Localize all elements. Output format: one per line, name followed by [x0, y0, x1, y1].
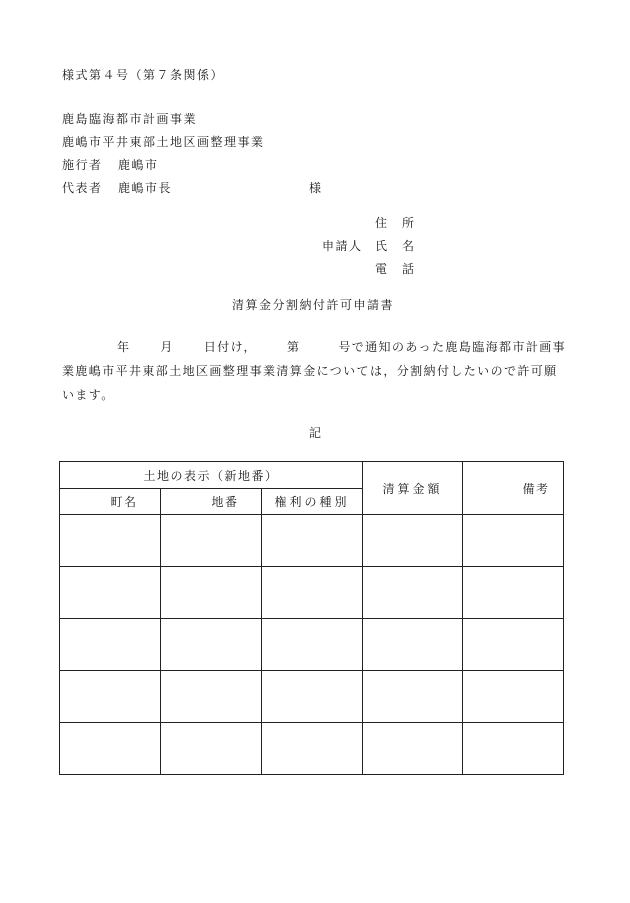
cell-amount[interactable]: [363, 671, 463, 723]
body-month: 月: [160, 340, 174, 354]
header-town-name: 町名: [60, 489, 161, 515]
applicant-role-label: 申請人: [322, 239, 363, 253]
cell-town[interactable]: [60, 567, 161, 619]
addressee-operator-label: 施行者: [62, 158, 103, 172]
cell-right[interactable]: [262, 723, 363, 775]
cell-amount[interactable]: [363, 619, 463, 671]
applicant-name-label: 氏 名: [375, 239, 416, 253]
body-line-3: います。: [62, 388, 115, 402]
cell-remarks[interactable]: [463, 515, 564, 567]
table-row: [60, 515, 564, 567]
addressee-project-name: 鹿嶋市平井東部土地区画整理事業: [62, 135, 265, 149]
table-row: [60, 619, 564, 671]
ki-note-marker: 記: [309, 426, 323, 440]
body-line-2: 業鹿嶋市平井東部土地区画整理事業清算金については，分割納付したいので許可願: [62, 364, 558, 378]
cell-town[interactable]: [60, 619, 161, 671]
table-row: [60, 723, 564, 775]
addressee-honorific: 様: [309, 181, 323, 195]
cell-right[interactable]: [262, 671, 363, 723]
cell-remarks[interactable]: [463, 723, 564, 775]
header-remarks: 備考: [463, 462, 564, 515]
addressee-representative-label: 代表者: [62, 181, 103, 195]
cell-lot[interactable]: [161, 567, 262, 619]
body-line1-rest: 号で通知のあった鹿島臨海都市計画事: [338, 340, 567, 354]
body-line-1: [62, 335, 572, 359]
applicant-phone-label: 電 話: [375, 262, 416, 276]
table-row: [60, 567, 564, 619]
cell-right[interactable]: [262, 567, 363, 619]
cell-remarks[interactable]: [463, 567, 564, 619]
cell-amount[interactable]: [363, 567, 463, 619]
document-title: 清算金分割納付許可申請書: [232, 298, 395, 312]
cell-lot[interactable]: [161, 619, 262, 671]
addressee-operator-value: 鹿嶋市: [118, 158, 159, 172]
body-number-prefix: 第: [286, 340, 301, 354]
cell-lot[interactable]: [161, 515, 262, 567]
header-right-type: 権利の種別: [262, 489, 363, 515]
body-day: 日付け，: [203, 340, 257, 354]
cell-amount[interactable]: [363, 723, 463, 775]
body-year: 年: [117, 340, 131, 354]
addressee-project: 鹿島臨海都市計画事業: [62, 112, 198, 126]
cell-amount[interactable]: [363, 515, 463, 567]
header-lot-number: 地番: [161, 489, 262, 515]
land-table: [59, 461, 564, 775]
cell-remarks[interactable]: [463, 671, 564, 723]
cell-town[interactable]: [60, 515, 161, 567]
header-settlement-amount: 清算金額: [363, 462, 463, 515]
cell-right[interactable]: [262, 619, 363, 671]
applicant-address-label: 住 所: [375, 216, 416, 230]
cell-right[interactable]: [262, 515, 363, 567]
cell-lot[interactable]: [161, 671, 262, 723]
addressee-representative-value: 鹿嶋市長: [118, 181, 173, 195]
cell-town[interactable]: [60, 723, 161, 775]
cell-town[interactable]: [60, 671, 161, 723]
cell-remarks[interactable]: [463, 619, 564, 671]
header-land-display: 土地の表示（新地番）: [60, 462, 363, 489]
table-row: [60, 671, 564, 723]
table-header-row-1: [60, 462, 564, 489]
form-number: 様式第４号（第７条関係）: [62, 68, 225, 82]
application-body: [62, 335, 572, 407]
cell-lot[interactable]: [161, 723, 262, 775]
